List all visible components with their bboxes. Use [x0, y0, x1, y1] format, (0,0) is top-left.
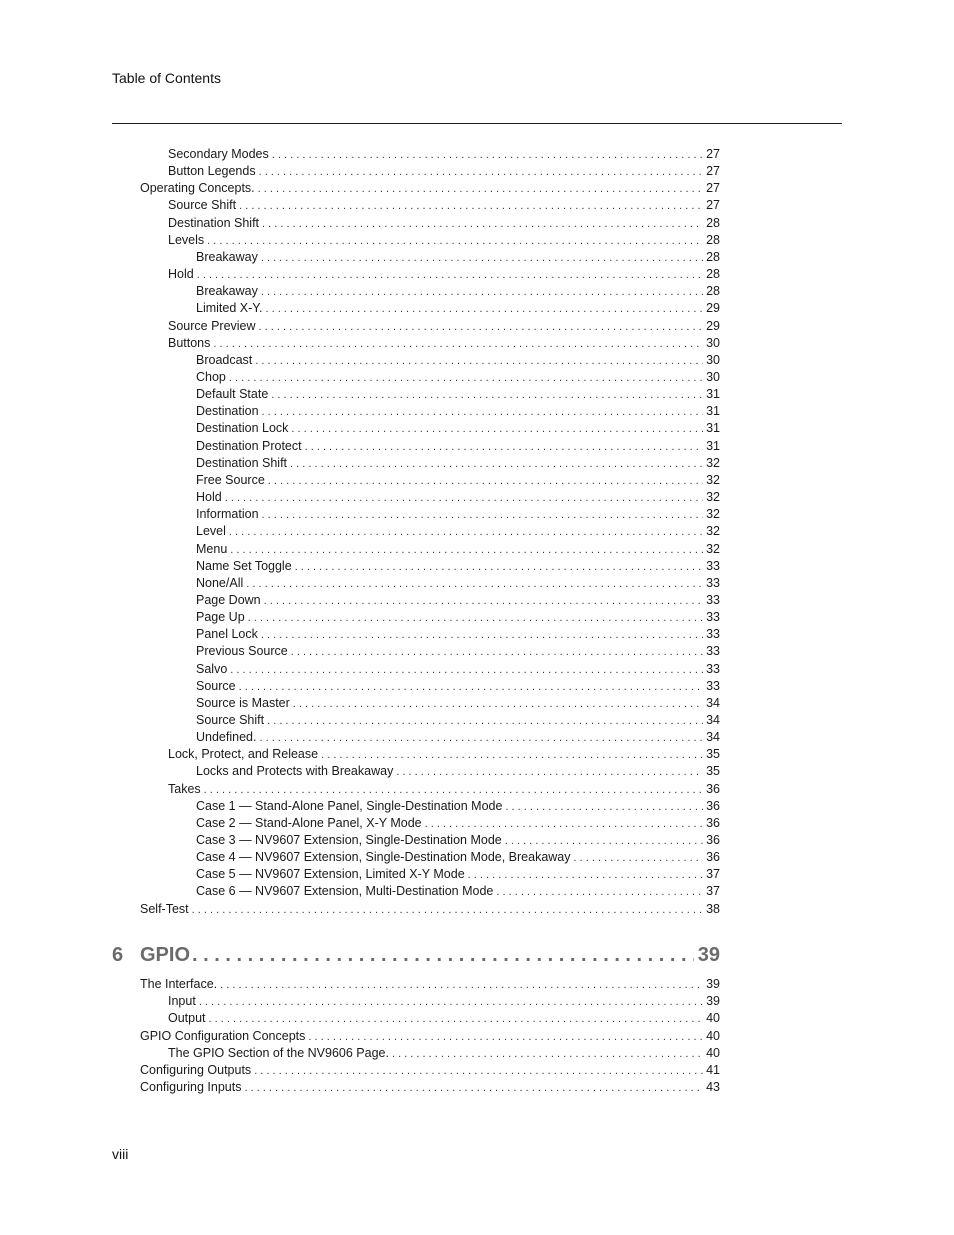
dot-leader — [264, 593, 703, 608]
dot-leader — [261, 627, 703, 642]
dot-leader — [293, 696, 703, 711]
dot-leader — [230, 662, 703, 677]
dot-leader — [255, 353, 703, 368]
toc-entry[interactable] — [196, 763, 720, 779]
toc-entry-title: Destination Lock — [196, 420, 291, 436]
toc-entry-title: Buttons — [168, 335, 213, 351]
toc-entry-page: 32 — [706, 455, 720, 470]
dot-leader — [272, 147, 703, 162]
toc-entry-page: 36 — [706, 815, 720, 830]
toc-entry-page: 28 — [706, 215, 720, 230]
toc-entry[interactable] — [196, 541, 720, 557]
dot-leader — [225, 490, 703, 505]
toc-entry[interactable] — [196, 506, 720, 522]
toc-entry[interactable] — [196, 643, 720, 659]
toc-entry[interactable] — [140, 976, 720, 992]
toc-entry-page: 32 — [706, 507, 720, 522]
toc-entry-title: Lock, Protect, and Release — [168, 746, 321, 762]
toc-entry-page: 31 — [706, 438, 720, 453]
toc-entry-title: Hold — [196, 489, 225, 505]
toc-entry[interactable] — [168, 266, 720, 282]
dot-leader — [246, 576, 703, 591]
toc-entry[interactable] — [196, 558, 720, 574]
toc-entry[interactable] — [168, 746, 720, 762]
toc-entry-title: Configuring Outputs — [140, 1062, 254, 1078]
toc-entry[interactable] — [196, 300, 720, 316]
dot-leader — [239, 198, 703, 213]
toc-entry-page: 33 — [706, 627, 720, 642]
dot-leader — [261, 250, 703, 265]
toc-entry[interactable] — [168, 781, 720, 797]
toc-entry[interactable] — [168, 197, 720, 213]
dot-leader — [425, 816, 704, 831]
toc-entry-page: 32 — [706, 541, 720, 556]
toc-entry-title: The GPIO Section of the NV9606 Page. — [168, 1045, 392, 1061]
toc-entry-title: Page Down — [196, 592, 264, 608]
dot-leader — [204, 782, 703, 797]
toc-entry-title: Source Shift — [168, 197, 239, 213]
toc-entry[interactable] — [196, 712, 720, 728]
dot-leader — [254, 1063, 703, 1078]
dot-leader — [259, 319, 704, 334]
chapter-heading[interactable] — [112, 944, 720, 972]
toc-entry-page: 27 — [706, 147, 720, 161]
chapter-title: GPIO — [140, 944, 191, 966]
toc-entry-title: Takes — [168, 781, 204, 797]
toc-entry[interactable] — [196, 849, 720, 865]
dot-leader — [220, 977, 703, 992]
toc-entry[interactable] — [168, 318, 720, 334]
toc-entry[interactable] — [196, 626, 720, 642]
dot-leader — [207, 233, 703, 248]
toc-entry[interactable] — [196, 472, 720, 488]
dot-leader — [291, 421, 703, 436]
dot-leader — [209, 1011, 704, 1026]
toc-entry-page: 32 — [706, 490, 720, 504]
toc-entry-title: Undefined. — [196, 729, 259, 745]
toc-entry-page: 41 — [706, 1062, 720, 1077]
toc-entry-page: 27 — [706, 181, 720, 196]
toc-entry-page: 36 — [706, 833, 720, 847]
toc-entry-page: 40 — [706, 1011, 720, 1026]
toc-entry[interactable] — [196, 352, 720, 368]
toc-entry[interactable] — [168, 215, 720, 231]
toc-entry-title: Free Source — [196, 472, 268, 488]
toc-entry-title: Case 5 — NV9607 Extension, Limited X-Y Mode — [196, 866, 468, 882]
toc-entry-title: Case 4 — NV9607 Extension, Single-Destination Mode, Breakaway — [196, 849, 574, 865]
dot-leader — [267, 713, 703, 728]
toc-entry-title: The Interface. — [140, 976, 220, 992]
dot-leader — [192, 944, 694, 967]
toc-entry-title: Name Set Toggle — [196, 558, 295, 574]
dot-leader — [308, 1029, 703, 1044]
dot-leader — [199, 994, 703, 1009]
dot-leader — [265, 301, 703, 316]
toc-entry-title: Configuring Inputs — [140, 1079, 244, 1095]
toc-entry-title: Breakaway — [196, 249, 261, 265]
toc-entry[interactable] — [140, 180, 720, 196]
toc-entry[interactable] — [168, 1045, 720, 1061]
toc-entry[interactable] — [168, 146, 720, 162]
toc-entry-title: Panel Lock — [196, 626, 261, 642]
running-header: Table of Contents — [112, 70, 221, 86]
toc-entry[interactable] — [196, 575, 720, 591]
toc-entry-title: Operating Concepts. — [140, 180, 258, 196]
toc-entry-title: Chop — [196, 369, 229, 385]
chapter-page: 39 — [697, 944, 720, 966]
dot-leader — [468, 867, 703, 882]
toc-entry-page: 36 — [706, 850, 720, 865]
toc-entry-title: Destination Shift — [196, 455, 290, 471]
toc-entry[interactable] — [196, 609, 720, 625]
toc-entry-page: 28 — [706, 284, 720, 299]
dot-leader — [290, 456, 703, 471]
toc-entry-title: Source Preview — [168, 318, 259, 334]
dot-leader — [262, 216, 703, 231]
toc-entry[interactable] — [168, 232, 720, 248]
toc-entry[interactable] — [196, 866, 720, 882]
toc-entry-page: 33 — [706, 610, 720, 624]
dot-leader — [262, 507, 704, 522]
toc-entry-page: 39 — [706, 977, 720, 991]
toc-entry[interactable] — [196, 489, 720, 505]
toc-entry-page: 29 — [706, 301, 720, 316]
toc-entry-page: 33 — [706, 644, 720, 659]
toc-entry-page: 32 — [706, 524, 720, 539]
toc-entry[interactable] — [196, 523, 720, 539]
toc-entry-page: 28 — [706, 249, 720, 264]
toc-entry-page: 38 — [706, 901, 720, 916]
toc-entry-page: 27 — [706, 198, 720, 213]
toc-entry-title: Locks and Protects with Breakaway — [196, 763, 396, 779]
toc-entry[interactable] — [196, 678, 720, 694]
dot-leader — [496, 884, 703, 899]
dot-leader — [505, 799, 703, 814]
toc-entry-page: 35 — [706, 747, 720, 762]
toc-entry[interactable] — [196, 729, 720, 745]
toc-entry[interactable] — [140, 1079, 720, 1095]
toc-entry-title: Button Legends — [168, 163, 259, 179]
toc-entry-title: Destination Protect — [196, 438, 305, 454]
dot-leader — [259, 164, 704, 179]
toc-entry[interactable] — [196, 386, 720, 402]
toc-entry-title: Page Up — [196, 609, 248, 625]
toc-entry[interactable] — [196, 695, 720, 711]
toc-entry-page: 40 — [706, 1028, 720, 1043]
toc-entry-title: Level — [196, 523, 229, 539]
toc-entry-page: 27 — [706, 164, 720, 179]
header-rule — [112, 123, 842, 124]
toc-entry[interactable] — [196, 283, 720, 299]
toc-entry-title: GPIO Configuration Concepts — [140, 1028, 308, 1044]
dot-leader — [244, 1080, 703, 1095]
toc-entry-page: 35 — [706, 764, 720, 779]
dot-leader — [192, 902, 703, 917]
toc-entry-page: 33 — [706, 558, 720, 573]
dot-leader — [392, 1046, 703, 1061]
dot-leader — [229, 524, 703, 539]
dot-leader — [262, 404, 704, 419]
toc-entry-title: Case 2 — Stand-Alone Panel, X-Y Mode — [196, 815, 425, 831]
toc-entry-title: Destination Shift — [168, 215, 262, 231]
toc-entry-page: 30 — [706, 352, 720, 367]
toc-entry-page: 36 — [706, 798, 720, 813]
toc-entry-page: 33 — [706, 575, 720, 590]
dot-leader — [396, 764, 703, 779]
toc-entry-title: Input — [168, 993, 199, 1009]
toc-entry[interactable] — [196, 592, 720, 608]
toc-entry-page: 33 — [706, 678, 720, 693]
toc-entry-title: Hold — [168, 266, 197, 282]
toc-entry-title: Menu — [196, 541, 230, 557]
toc-entry[interactable] — [168, 1010, 720, 1026]
toc-entry-title: Source Shift — [196, 712, 267, 728]
dot-leader — [259, 730, 703, 745]
dot-leader — [197, 267, 703, 282]
dot-leader — [229, 370, 703, 385]
toc-entry-title: Destination — [196, 403, 262, 419]
toc-entry-title: Case 3 — NV9607 Extension, Single-Destination Mode — [196, 832, 505, 848]
toc-entry[interactable] — [196, 438, 720, 454]
dot-leader — [261, 284, 703, 299]
toc-entry-page: 31 — [706, 421, 720, 436]
toc-entry-page: 30 — [706, 369, 720, 384]
toc-entry[interactable] — [196, 883, 720, 899]
toc-entry-page: 28 — [706, 267, 720, 281]
toc-entry-page: 43 — [706, 1079, 720, 1094]
toc-entry-title: Information — [196, 506, 262, 522]
toc-entry-title: Self-Test — [140, 901, 192, 917]
dot-leader — [321, 747, 703, 762]
toc-entry-page: 31 — [706, 387, 720, 402]
page-number: viii — [112, 1146, 129, 1162]
dot-leader — [295, 559, 703, 574]
toc-entry[interactable] — [196, 249, 720, 265]
toc-entry[interactable] — [168, 993, 720, 1009]
dot-leader — [239, 679, 703, 694]
toc-entry-title: Case 6 — NV9607 Extension, Multi-Destination Mode — [196, 883, 496, 899]
toc-entry[interactable] — [196, 369, 720, 385]
toc-entry[interactable] — [168, 163, 720, 179]
toc-entry-title: Previous Source — [196, 643, 291, 659]
toc-entry-page: 28 — [706, 232, 720, 247]
toc-entry-page: 34 — [706, 695, 720, 710]
dot-leader — [268, 473, 703, 488]
dot-leader — [271, 387, 703, 402]
chapter-number: 6 — [112, 944, 124, 966]
toc-entry-title: Salvo — [196, 661, 230, 677]
dot-leader — [505, 833, 703, 848]
toc-entry[interactable] — [196, 832, 720, 848]
dot-leader — [213, 336, 703, 351]
toc-entry-page: 40 — [706, 1045, 720, 1060]
dot-leader — [291, 644, 703, 659]
toc-entry[interactable] — [140, 901, 720, 917]
toc-entry[interactable] — [196, 420, 720, 436]
toc-entry-page: 29 — [706, 318, 720, 333]
dot-leader — [248, 610, 703, 625]
toc-entry-page: 32 — [706, 472, 720, 487]
dot-leader — [305, 439, 703, 454]
toc-entry-title: Output — [168, 1010, 209, 1026]
toc-entry-title: Source is Master — [196, 695, 293, 711]
toc-entry-page: 37 — [706, 884, 720, 899]
toc-entry[interactable] — [196, 455, 720, 471]
toc-entry-page: 31 — [706, 404, 720, 419]
toc-entry-title: Breakaway — [196, 283, 261, 299]
toc-entry-title: Limited X-Y. — [196, 300, 265, 316]
toc-entry[interactable] — [140, 1028, 720, 1044]
toc-entry-title: Case 1 — Stand-Alone Panel, Single-Destination Mode — [196, 798, 505, 814]
dot-leader — [258, 181, 703, 196]
toc-entry-page: 34 — [706, 712, 720, 727]
toc-entry-title: Source — [196, 678, 239, 694]
toc-entry-title: Levels — [168, 232, 207, 248]
toc-entry-title: Secondary Modes — [168, 146, 272, 162]
toc-entry-page: 34 — [706, 730, 720, 745]
dot-leader — [574, 850, 704, 865]
toc-entry-title: Broadcast — [196, 352, 255, 368]
toc-entry[interactable] — [140, 1062, 720, 1078]
toc-entry-title: None/All — [196, 575, 246, 591]
toc-entry-page: 33 — [706, 661, 720, 676]
toc-entry-page: 30 — [706, 335, 720, 350]
toc-entry-title: Default State — [196, 386, 271, 402]
dot-leader — [230, 542, 703, 557]
toc-entry-page: 37 — [706, 867, 720, 882]
toc-entry-page: 39 — [706, 994, 720, 1009]
toc-entry[interactable] — [196, 815, 720, 831]
toc-entry[interactable] — [196, 798, 720, 814]
toc-entry[interactable] — [168, 335, 720, 351]
toc-entry[interactable] — [196, 661, 720, 677]
toc-entry[interactable] — [196, 403, 720, 419]
toc-entry-page: 33 — [706, 592, 720, 607]
toc-entry-page: 36 — [706, 781, 720, 796]
